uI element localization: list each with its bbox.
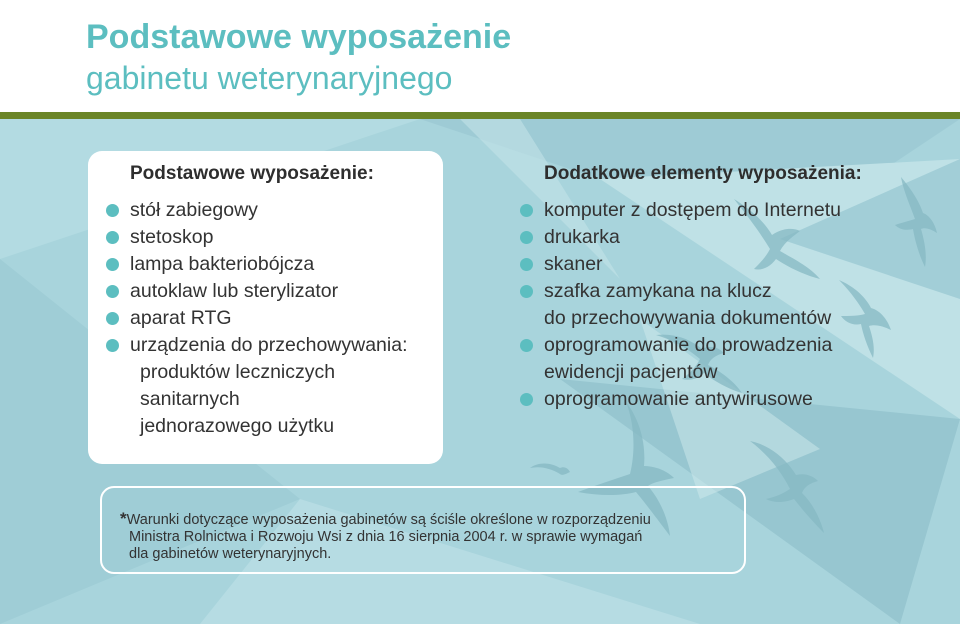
list-item: autoklaw lub sterylizator [106,278,408,305]
list-item: skaner [520,251,841,278]
bird-silhouette-icon [530,464,570,475]
bird-silhouette-icon [750,441,824,533]
bullet-dot-icon [106,312,119,325]
list-item: komputer z dostępem do Internetu [520,197,841,224]
extra-equipment-heading: Dodatkowe elementy wyposażenia: [544,163,862,184]
list-item: oprogramowanie do prowadzenia ewidencji pacjentów [520,332,841,386]
list-item: stetoskop [106,224,408,251]
legal-note-box [100,486,746,574]
sub-item: produktów leczniczych [140,361,336,383]
bird-silhouette-icon [839,280,891,358]
bullet-dot-icon [106,231,119,244]
list-item: urządzenia do przechowywania: produktów leczniczych sanitarnych jednorazowego użytku [106,332,408,440]
bullet-dot-icon [106,258,119,271]
page-title: Podstawowe wyposażenie [86,18,512,56]
basic-equipment-heading: Podstawowe wyposażenie: [130,163,374,184]
legal-note-text: *Warunki dotyczące wyposażenia gabinetów są ściśle określone w rozporządzeniu Ministra Rolnictwa i Rozwoju Wsi z dnia 16 sierpnia 2004 r. w sprawie wymagań dla gabinetów weterynaryjnych. [120,509,651,562]
divider-rule [0,112,960,119]
bullet-dot-icon [106,285,119,298]
bullet-dot-icon [520,231,533,244]
bullet-dot-icon [520,393,533,406]
basic-equipment-list [106,197,408,440]
sub-item: jednorazowego użytku [140,415,335,437]
bullet-dot-icon [520,258,533,271]
sub-item: sanitarnych [140,388,240,410]
bullet-dot-icon [106,204,119,217]
list-item: aparat RTG [106,305,408,332]
header [0,0,960,112]
footnote-marker: * [120,509,127,528]
list-item: lampa bakteriobójcza [106,251,408,278]
page-subtitle: gabinetu weterynaryjnego [86,60,453,96]
bullet-dot-icon [520,204,533,217]
bullet-dot-icon [520,285,533,298]
list-item: drukarka [520,224,841,251]
list-item: oprogramowanie antywirusowe [520,386,841,413]
bullet-dot-icon [520,339,533,352]
list-item: stół zabiegowy [106,197,408,224]
list-item: szafka zamykana na klucz do przechowywania dokumentów [520,278,841,332]
extra-equipment-list [520,197,841,413]
bird-silhouette-icon [895,177,937,267]
bullet-dot-icon [106,339,119,352]
